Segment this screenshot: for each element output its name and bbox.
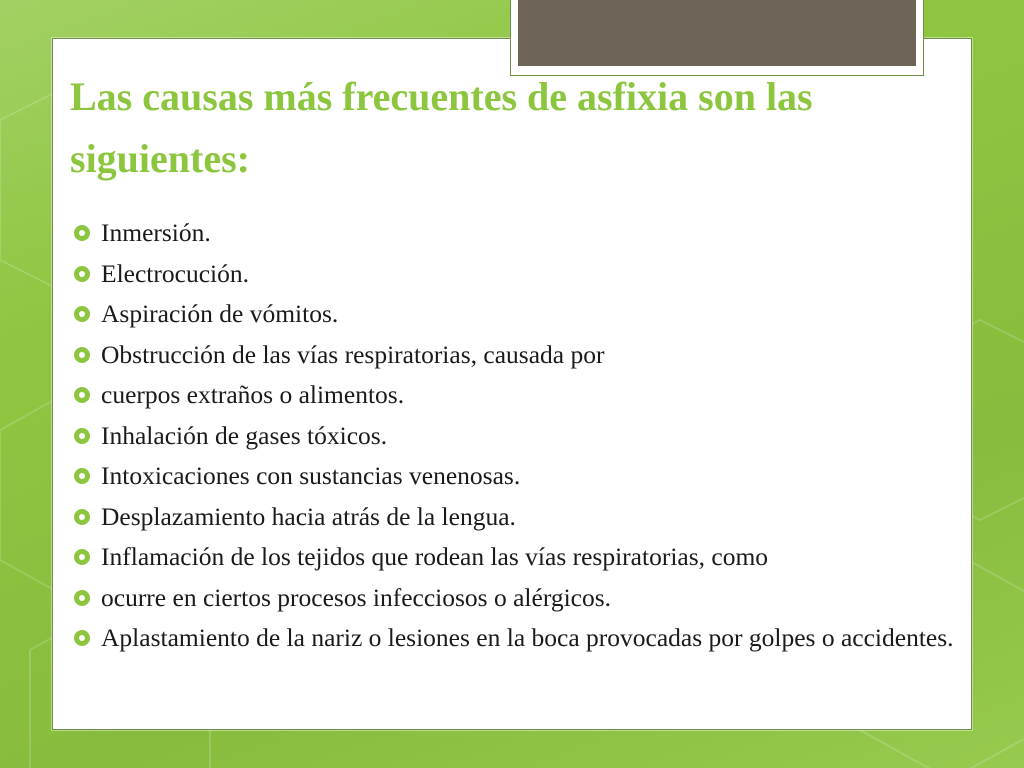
bullet-text: Obstrucción de las vías respiratorias, causada por xyxy=(101,339,605,369)
bullet-text: Intoxicaciones con sustancias venenosas. xyxy=(101,461,521,490)
bullet-text: Desplazamiento hacia atrás de la lengua. xyxy=(101,501,516,531)
bullet-text: Aplastamiento de la nariz o lesiones en la boca provocadas por golpes o accidentes. xyxy=(101,623,954,652)
circle-bullet-icon xyxy=(74,347,90,363)
bullet-list xyxy=(72,217,967,663)
circle-bullet-icon xyxy=(74,509,90,525)
bullet-item xyxy=(72,298,967,329)
circle-bullet-icon xyxy=(74,549,90,565)
bullet-item xyxy=(72,258,967,289)
bullet-text: Aspiración de vómitos. xyxy=(101,299,339,328)
circle-bullet-icon xyxy=(74,630,90,646)
bullet-item xyxy=(72,582,967,613)
circle-bullet-icon xyxy=(74,428,90,444)
circle-bullet-icon xyxy=(74,266,90,282)
bullet-item xyxy=(72,541,967,572)
slide-title: Las causas más frecuentes de asfixia son las siguientes: xyxy=(70,74,813,181)
bullet-text: cuerpos extraños o alimentos. xyxy=(101,380,405,409)
bullet-text: Inmersión. xyxy=(101,218,211,247)
circle-bullet-icon xyxy=(74,468,90,484)
bullet-text: Inhalación de gases tóxicos. xyxy=(101,420,388,450)
bullet-item xyxy=(72,420,967,451)
bullet-item xyxy=(72,379,967,410)
top-decorative-block xyxy=(518,0,916,66)
bullet-item xyxy=(72,217,967,248)
bullet-item xyxy=(72,460,967,491)
bullet-text: Electrocución. xyxy=(101,258,249,288)
bullet-text: ocurre en ciertos procesos infecciosos o alérgicos. xyxy=(101,582,612,612)
bullet-item xyxy=(72,501,967,532)
circle-bullet-icon xyxy=(74,225,90,241)
bullet-item xyxy=(72,339,967,370)
circle-bullet-icon xyxy=(74,590,90,606)
circle-bullet-icon xyxy=(74,306,90,322)
bullet-text: Inflamación de los tejidos que rodean las vías respiratorias, como xyxy=(101,542,769,571)
bullet-item xyxy=(72,622,967,653)
circle-bullet-icon xyxy=(74,387,90,403)
